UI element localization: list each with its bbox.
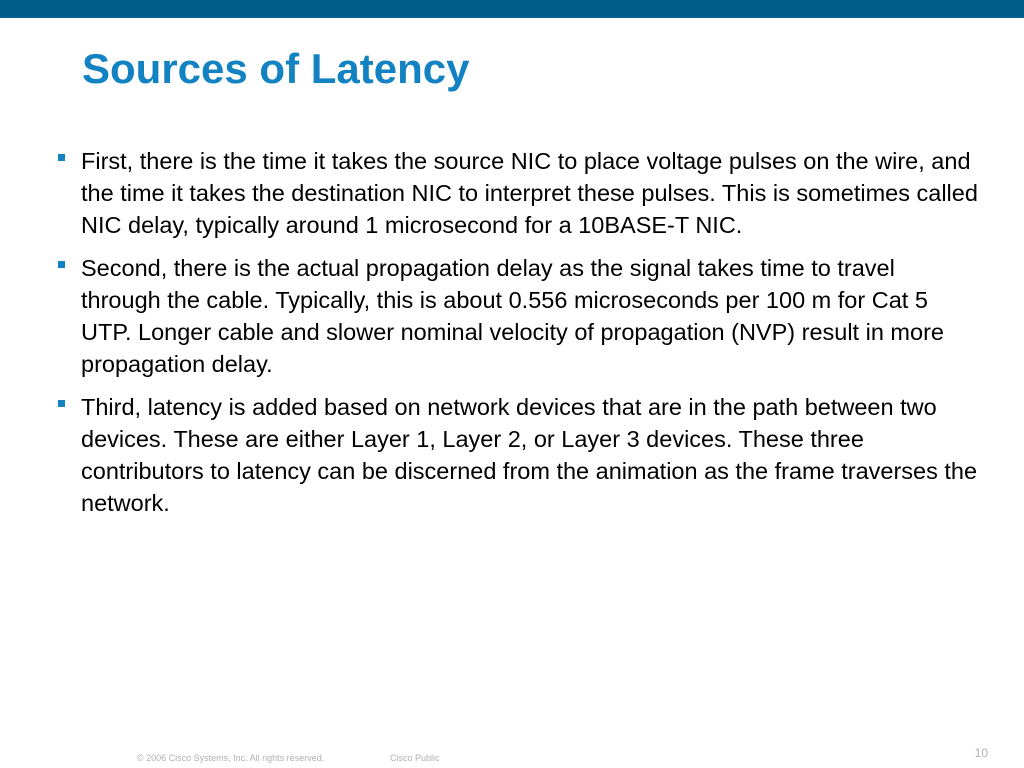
bullet-text: Third, latency is added based on network devices that are in the path between two devices. These are either Layer 1, Layer 2, or Layer 3 devices. These three contributors to latency can be discerned from the animation as the frame traverses the network.	[81, 394, 978, 516]
square-bullet-icon	[58, 400, 65, 407]
bullet-text: First, there is the time it takes the source NIC to place voltage pulses on the wire, and the time it takes the destination NIC to interpret these pulses. This is sometimes called NIC delay, typically around 1 microsecond for a 10BASE-T NIC.	[81, 148, 978, 238]
bullet-item	[58, 252, 978, 380]
top-banner-bar	[0, 0, 1024, 18]
bullet-item	[58, 145, 978, 241]
page-number: 10	[974, 746, 988, 760]
footer-classification: Cisco Public	[390, 753, 440, 763]
footer-copyright: © 2006 Cisco Systems, Inc. All rights reserved.	[137, 753, 325, 763]
slide-title: Sources of Latency	[82, 45, 470, 92]
square-bullet-icon	[58, 261, 65, 268]
bullet-item	[58, 391, 978, 519]
bullet-list	[58, 145, 978, 530]
square-bullet-icon	[58, 154, 65, 161]
bullet-text: Second, there is the actual propagation delay as the signal takes time to travel through the cable. Typically, this is about 0.556 microseconds per 100 m for Cat 5 UTP. Longer cable and slower nominal velocity of propagation (NVP) result in more propagation delay.	[81, 255, 944, 377]
